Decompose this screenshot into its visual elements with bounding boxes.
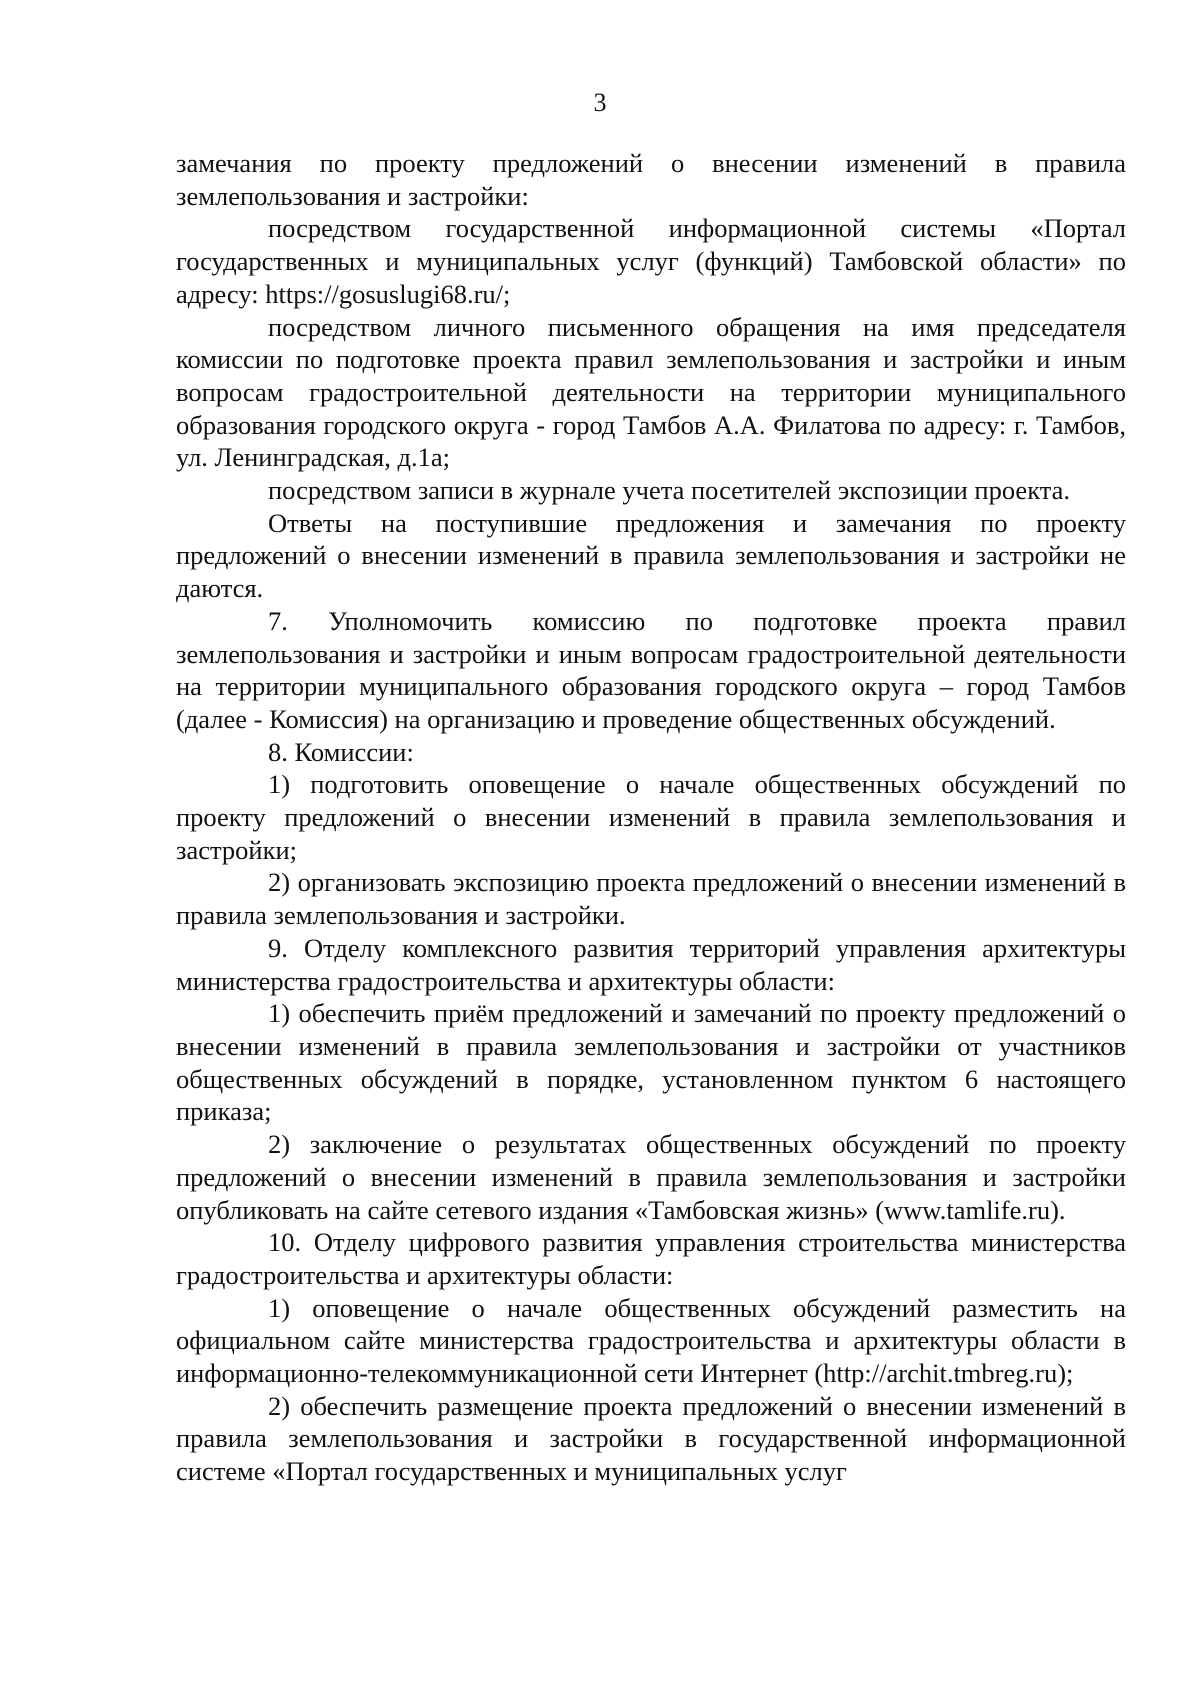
paragraph-method-portal: посредством государственной информационной системы «Портал государственных и муниципальных услуг (функций) Тамбовской области» по адресу: https://gosuslugi68.ru/; <box>176 213 1126 309</box>
document-body <box>176 147 1126 1488</box>
paragraph-item-10-2: 2) обеспечить размещение проекта предложений о внесении изменений в правила землепользования и застройки в государственной информационной системе «Портал государственных и муниципальных услуг <box>176 1390 1126 1487</box>
paragraph-item-9: 9. Отделу комплексного развития территорий управления архитектуры министерства градостроительства и архитектуры области: <box>176 932 1126 996</box>
paragraph-item-7: 7. Уполномочить комиссию по подготовке проекта правил землепользования и застройки и иным вопросам градостроительной деятельности на территории муниципального образования городского округа – город Тамбов (далее - Комиссия) на организацию и проведение общественных обсуждений. <box>176 605 1126 734</box>
paragraph-intro: замечания по проекту предложений о внесении изменений в правила землепользования и застройки: <box>176 148 1126 211</box>
paragraph-method-letter: посредством личного письменного обращения на имя председателя комиссии по подготовке проекта правил землепользования и застройки и иным вопросам градостроительной деятельности на территории муниципального образования городского округа - город Тамбов А.А. Филатова по адресу: г. Тамбов, ул. Ленинградская, д.1а; <box>176 311 1126 473</box>
paragraph-item-8-1: 1) подготовить оповещение о начале общественных обсуждений по проекту предложений о внесении изменений в правила землепользования и застройки; <box>176 769 1126 865</box>
paragraph-item-9-2: 2) заключение о результатах общественных обсуждений по проекту предложений о внесении изменений в правила землепользования и застройки опубликовать на сайте сетевого издания «Тамбовская жизнь» (www.tamlife.ru). <box>176 1129 1126 1225</box>
paragraph-item-8: 8. Комиссии: <box>268 736 414 767</box>
paragraph-item-8-2: 2) организовать экспозицию проекта предложений о внесении изменений в правила землепользования и застройки. <box>176 867 1126 931</box>
paragraph-method-journal: посредством записи в журнале учета посетителей экспозиции проекта. <box>268 475 1071 506</box>
paragraph-item-10-1: 1) оповещение о начале общественных обсуждений разместить на официальном сайте министерства градостроительства и архитектуры области в информационно-телекоммуникационной сети Интернет (http://archit.tmbreg.ru); <box>176 1292 1126 1389</box>
paragraph-item-9-1: 1) обеспечить приём предложений и замечаний по проекту предложений о внесении изменений в правила землепользования и застройки от участников общественных обсуждений в порядке, установленном пунктом 6 настоящего приказа; <box>176 998 1126 1127</box>
paragraph-item-10: 10. Отделу цифрового развития управления строительства министерства градостроительства и архитектуры области: <box>176 1227 1126 1290</box>
page-number: 3 <box>593 88 607 117</box>
paragraph-no-answers: Ответы на поступившие предложения и замечания по проекту предложений о внесении изменений в правила землепользования и застройки не даются. <box>176 507 1126 604</box>
